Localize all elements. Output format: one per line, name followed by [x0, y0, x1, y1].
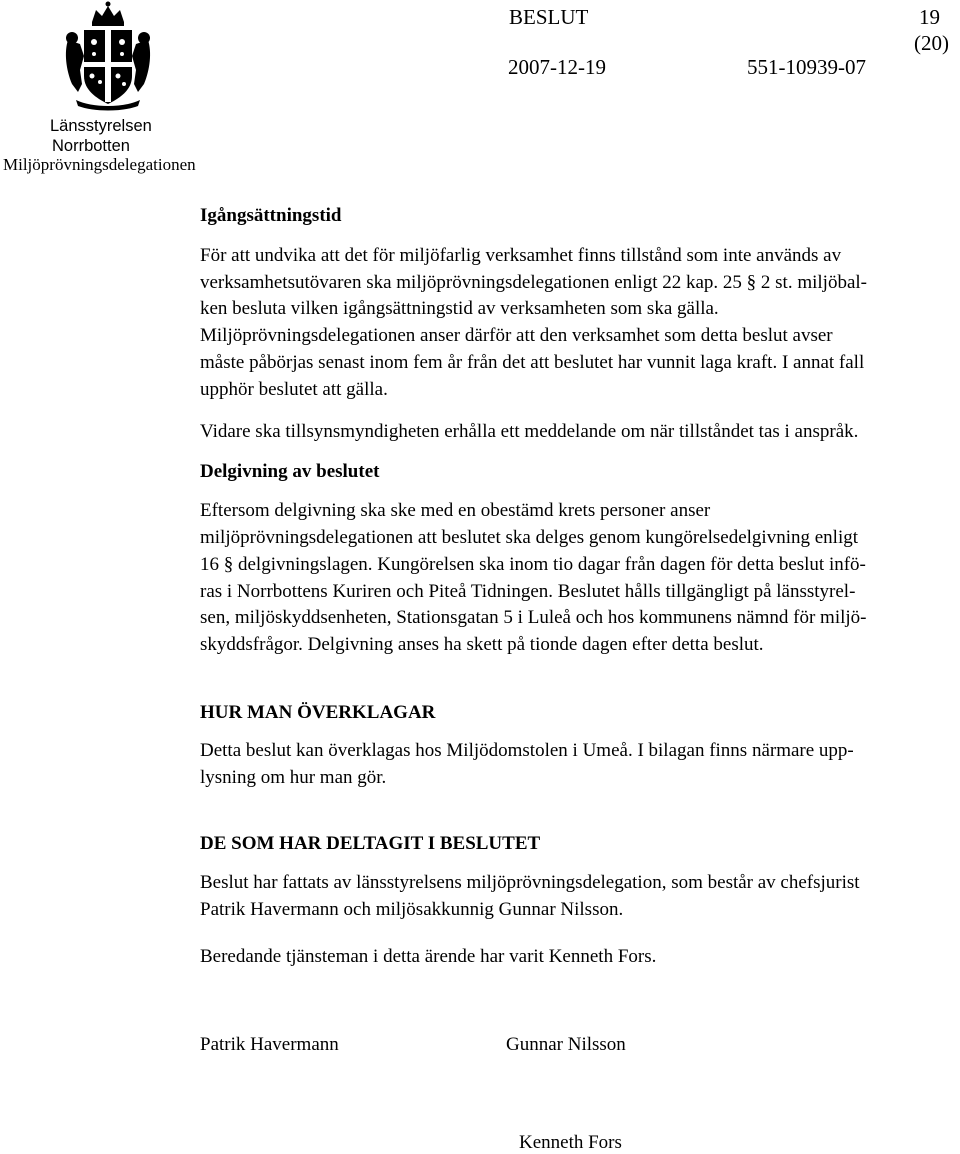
signature-name-expert: Gunnar Nilsson — [506, 1034, 626, 1055]
section-heading-deltagit: DE SOM HAR DELTAGIT I BESLUTET — [200, 833, 541, 855]
paragraph-line: måste påbörjas senast inom fem år från det att beslutet har vunnit laga kraft. I annat fall — [200, 351, 865, 373]
paragraph-line: upphör beslutet att gälla. — [200, 378, 388, 400]
section-heading-delgivning: Delgivning av beslutet — [200, 461, 380, 483]
reference-number: 551-10939-07 — [747, 55, 866, 79]
document-body — [200, 203, 955, 971]
paragraph-line: Miljöprövningsdelegationen anser därför att den verksamhet som detta beslut avser — [200, 325, 833, 347]
signature-name-chair: Patrik Havermann — [200, 1034, 339, 1055]
document-date: 2007-12-19 — [508, 55, 606, 79]
paragraph-line: Eftersom delgivning ska ske med en obestämd krets personer anser — [200, 500, 711, 522]
paragraph-line: verksamhetsutövaren ska miljöprövningsdelegationen enligt 22 kap. 25 § 2 st. miljöbal- — [200, 271, 867, 293]
paragraph-line: ken besluta vilken igångsättningstid av verksamheten som ska gälla. — [200, 298, 719, 320]
document-type: BESLUT — [509, 5, 589, 29]
org-name-line1: Länsstyrelsen — [50, 117, 152, 135]
paragraph-line: 16 § delgivningslagen. Kungörelsen ska inom tio dagar från dagen för detta beslut infö- — [200, 553, 866, 575]
coat-of-arms-logo — [58, 0, 158, 112]
org-name-line2: Norrbotten — [52, 137, 130, 155]
section-heading-igangsattning: Igångsättningstid — [200, 205, 342, 226]
paragraph-line: Beslut har fattats av länsstyrelsens miljöprövningsdelegation, som består av chefsjurist — [200, 872, 860, 894]
paragraph-note: Vidare ska tillsynsmyndigheten erhålla ett meddelande om när tillståndet tas i anspråk. — [200, 420, 859, 442]
section-heading-overklagar: HUR MAN ÖVERKLAGAR — [200, 701, 436, 723]
paragraph-line: Patrik Havermann och miljösakkunnig Gunnar Nilsson. — [200, 898, 624, 920]
paragraph-line: ras i Norrbottens Kuriren och Piteå Tidningen. Beslutet hålls tillgängligt på länsstyrel- — [200, 580, 856, 602]
paragraph-line: lysning om hur man gör. — [200, 766, 387, 788]
page-total: (20) — [914, 31, 949, 55]
paragraph-line: Detta beslut kan överklagas hos Miljödomstolen i Umeå. I bilagan finns närmare upp- — [200, 739, 854, 761]
page-number: 19 — [919, 5, 940, 29]
paragraph-line: För att undvika att det för miljöfarlig verksamhet finns tillstånd som inte används av — [200, 244, 842, 266]
paragraph-line: skyddsfrågor. Delgivning anses ha skett på tionde dagen efter detta beslut. — [200, 634, 764, 656]
paragraph-line: sen, miljöskyddsenheten, Stationsgatan 5 i Luleå och hos kommunens nämnd för miljö- — [200, 607, 867, 629]
org-department: Miljöprövningsdelegationen — [3, 155, 196, 174]
paragraph-beredande: Beredande tjänsteman i detta ärende har varit Kenneth Fors. — [200, 945, 657, 967]
paragraph-line: miljöprövningsdelegationen att beslutet ska delges genom kungörelsedelgivning enligt — [200, 526, 859, 548]
signature-name-officer: Kenneth Fors — [519, 1132, 622, 1153]
